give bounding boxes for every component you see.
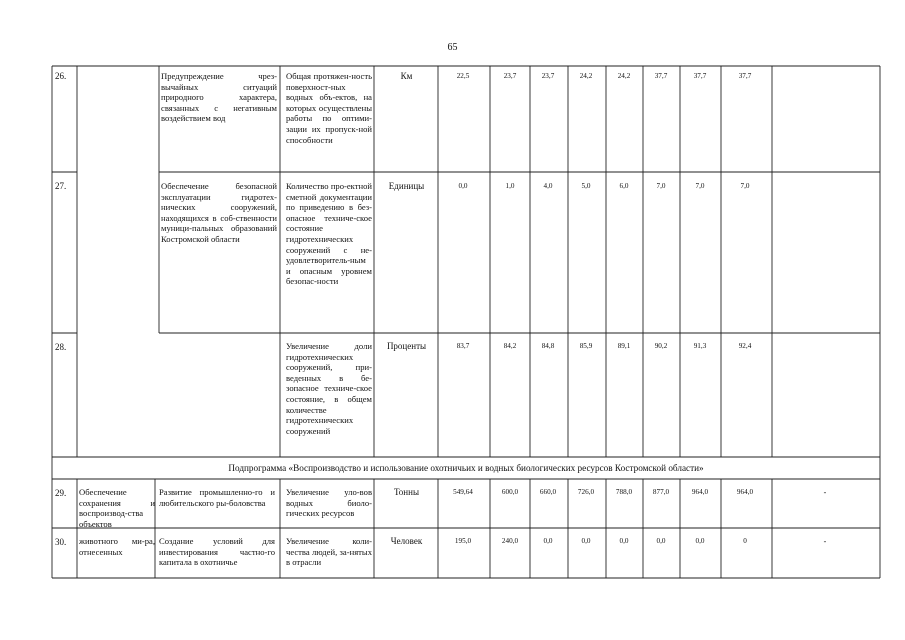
row-28-value: 83,7 bbox=[456, 342, 470, 350]
row-29-unit: Тонны bbox=[393, 487, 419, 497]
row-29-goal: Обеспечение сохранения и воспроизвод-ства объектов bbox=[79, 487, 155, 529]
row-27-unit: Единицы bbox=[388, 181, 425, 191]
subprogram-title: Подпрограмма «Воспроизводство и использование охотничьих и водных биологических ресурсов Костромской области» bbox=[228, 463, 704, 473]
row-30-value: 0 bbox=[743, 537, 747, 545]
row-27-value: 1,0 bbox=[505, 182, 515, 190]
row-27-objective: Обеспечение безопасной эксплуатации гидротех-нических сооружений, находящихся в соб-ственности муници-пальных образований Костромской области bbox=[161, 181, 277, 244]
row-30-value: 240,0 bbox=[501, 537, 519, 545]
row-30-value: 0,0 bbox=[656, 537, 666, 545]
row-28-value: 85,9 bbox=[579, 342, 593, 350]
row-30-unit: Человек bbox=[390, 536, 423, 546]
row-29-value: 549,64 bbox=[453, 488, 473, 496]
row-30-value: 0,0 bbox=[543, 537, 553, 545]
row-27-number: 27. bbox=[55, 181, 67, 191]
row-26-value: 37,7 bbox=[654, 72, 668, 80]
row-27-value: 4,0 bbox=[543, 182, 553, 190]
row-29-value: 600,0 bbox=[501, 488, 519, 496]
row-26-number: 26. bbox=[55, 71, 67, 81]
row-29-objective: Развитие промышленно-го и любительского ры-боловства bbox=[159, 487, 275, 508]
row-27-indicator: Количество про-ектной сметной документации по приведению в без-опасное техниче-ское состояние гидротехнических сооружений с не-удовлетворитель-ным и опасным уровнем безопас-ности bbox=[286, 181, 372, 287]
row-29-value: 726,0 bbox=[577, 488, 595, 496]
row-28-value: 90,2 bbox=[654, 342, 668, 350]
row-30-value: 195,0 bbox=[454, 537, 472, 545]
row-28-value: 89,1 bbox=[617, 342, 631, 350]
row-26-value: 24,2 bbox=[617, 72, 631, 80]
row-28-unit: Проценты bbox=[386, 341, 427, 351]
row-26-value: 22,5 bbox=[456, 72, 470, 80]
row-30-goal: животного ми-ра, отнесенных bbox=[79, 536, 155, 557]
row-29-value: 788,0 bbox=[615, 488, 633, 496]
row-27-value: 7,0 bbox=[740, 182, 750, 190]
row-28-value: 91,3 bbox=[693, 342, 707, 350]
row-29-note: - bbox=[823, 488, 827, 497]
row-26-value: 37,7 bbox=[738, 72, 752, 80]
row-26-indicator: Общая протяжен-ность поверхност-ных водных объ-ектов, на которых осуществлены работы по оптими-зации их пропуск-ной способности bbox=[286, 71, 372, 145]
row-28-value: 84,2 bbox=[503, 342, 517, 350]
row-29-value: 964,0 bbox=[736, 488, 754, 496]
row-29-value: 877,0 bbox=[652, 488, 670, 496]
row-30-value: 0,0 bbox=[695, 537, 705, 545]
row-30-number: 30. bbox=[55, 537, 67, 547]
row-26-value: 23,7 bbox=[503, 72, 517, 80]
row-30-note: - bbox=[823, 537, 827, 546]
row-30-objective: Создание условий для инвестирования частно-го капитала в охотничье bbox=[159, 536, 275, 568]
row-27-value: 0,0 bbox=[458, 182, 468, 190]
row-30-value: 0,0 bbox=[581, 537, 591, 545]
row-26-value: 23,7 bbox=[541, 72, 555, 80]
row-29-indicator: Увеличение уло-вов водных биоло-гических ресурсов bbox=[286, 487, 372, 519]
row-29-value: 964,0 bbox=[691, 488, 709, 496]
row-27-value: 6,0 bbox=[619, 182, 629, 190]
row-30-indicator: Увеличение коли-чества людей, за-нятых в отрасли bbox=[286, 536, 372, 568]
row-26-value: 37,7 bbox=[693, 72, 707, 80]
row-27-value: 5,0 bbox=[581, 182, 591, 190]
row-27-value: 7,0 bbox=[695, 182, 705, 190]
row-28-number: 28. bbox=[55, 342, 67, 352]
row-26-unit: Км bbox=[400, 71, 413, 81]
row-27-value: 7,0 bbox=[656, 182, 666, 190]
row-26-objective: Предупреждение чрез-вычайных ситуаций природного характера, связанных с негативным воздействием вод bbox=[161, 71, 277, 124]
row-29-value: 660,0 bbox=[539, 488, 557, 496]
row-28-value: 92,4 bbox=[738, 342, 752, 350]
row-28-value: 84,8 bbox=[541, 342, 555, 350]
row-28-indicator: Увеличение доли гидротехнических сооружений, при-веденных в бе-зопасное техниче-ское состояние, в общем количестве гидротехнических сооружений bbox=[286, 341, 372, 436]
page-number: 65 bbox=[447, 42, 458, 53]
row-30-value: 0,0 bbox=[619, 537, 629, 545]
row-29-number: 29. bbox=[55, 488, 67, 498]
row-26-value: 24,2 bbox=[579, 72, 593, 80]
